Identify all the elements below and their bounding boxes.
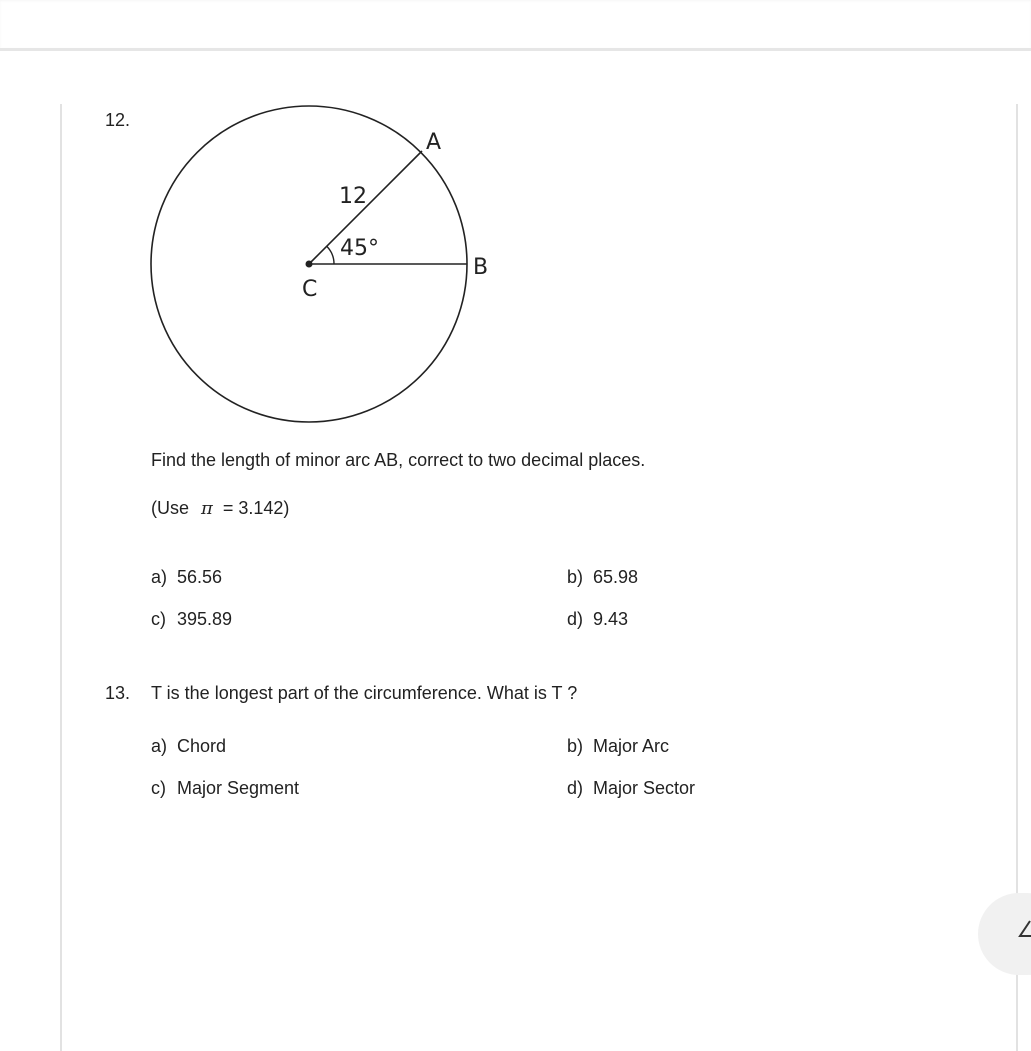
angle-label: 45° (340, 236, 379, 261)
center-point (306, 261, 313, 268)
chevron-icon (1016, 919, 1031, 939)
q13-option-c[interactable] (151, 778, 299, 799)
question-13-prompt: T is the longest part of the circumference. What is T ? (151, 683, 578, 703)
option-text: 395.89 (177, 609, 233, 629)
q12-option-d[interactable] (567, 609, 628, 630)
option-label: d) (567, 609, 584, 629)
option-text: Major Segment (177, 778, 300, 798)
option-text: 9.43 (593, 609, 629, 629)
q12-option-a[interactable] (151, 567, 222, 588)
option-label: a) (151, 567, 168, 587)
pi-hint-prefix: (Use (151, 498, 190, 518)
q13-option-d[interactable] (567, 778, 695, 799)
option-label: c) (151, 609, 166, 629)
q13-option-b[interactable] (567, 736, 669, 757)
option-label: b) (567, 567, 584, 587)
label-c: C (302, 277, 318, 302)
option-text: Major Sector (593, 778, 696, 798)
question-12-number: 12. (105, 110, 131, 130)
top-toolbar (0, 0, 1031, 51)
option-text: 56.56 (177, 567, 223, 587)
pi-hint-suffix: = 3.142) (222, 498, 290, 518)
question-13-number: 13. (105, 683, 131, 703)
option-label: b) (567, 736, 584, 756)
q12-option-b[interactable] (567, 567, 638, 588)
circle-diagram (140, 96, 500, 436)
option-label: d) (567, 778, 584, 798)
angle-arc (327, 246, 334, 264)
q12-option-c[interactable] (151, 609, 232, 630)
radius-label: 12 (339, 184, 367, 209)
page-border-left (60, 104, 62, 1051)
page-nav-button[interactable] (978, 893, 1031, 975)
label-a: A (426, 130, 442, 155)
pi-hint (151, 498, 289, 519)
option-label: c) (151, 778, 166, 798)
label-b: B (473, 255, 489, 280)
option-text: Chord (177, 736, 227, 756)
q13-option-a[interactable] (151, 736, 226, 757)
option-text: 65.98 (593, 567, 639, 587)
question-12-prompt: Find the length of minor arc AB, correct to two decimal places. (151, 450, 646, 470)
pi-symbol: π (201, 498, 213, 519)
option-label: a) (151, 736, 168, 756)
option-text: Major Arc (593, 736, 670, 756)
